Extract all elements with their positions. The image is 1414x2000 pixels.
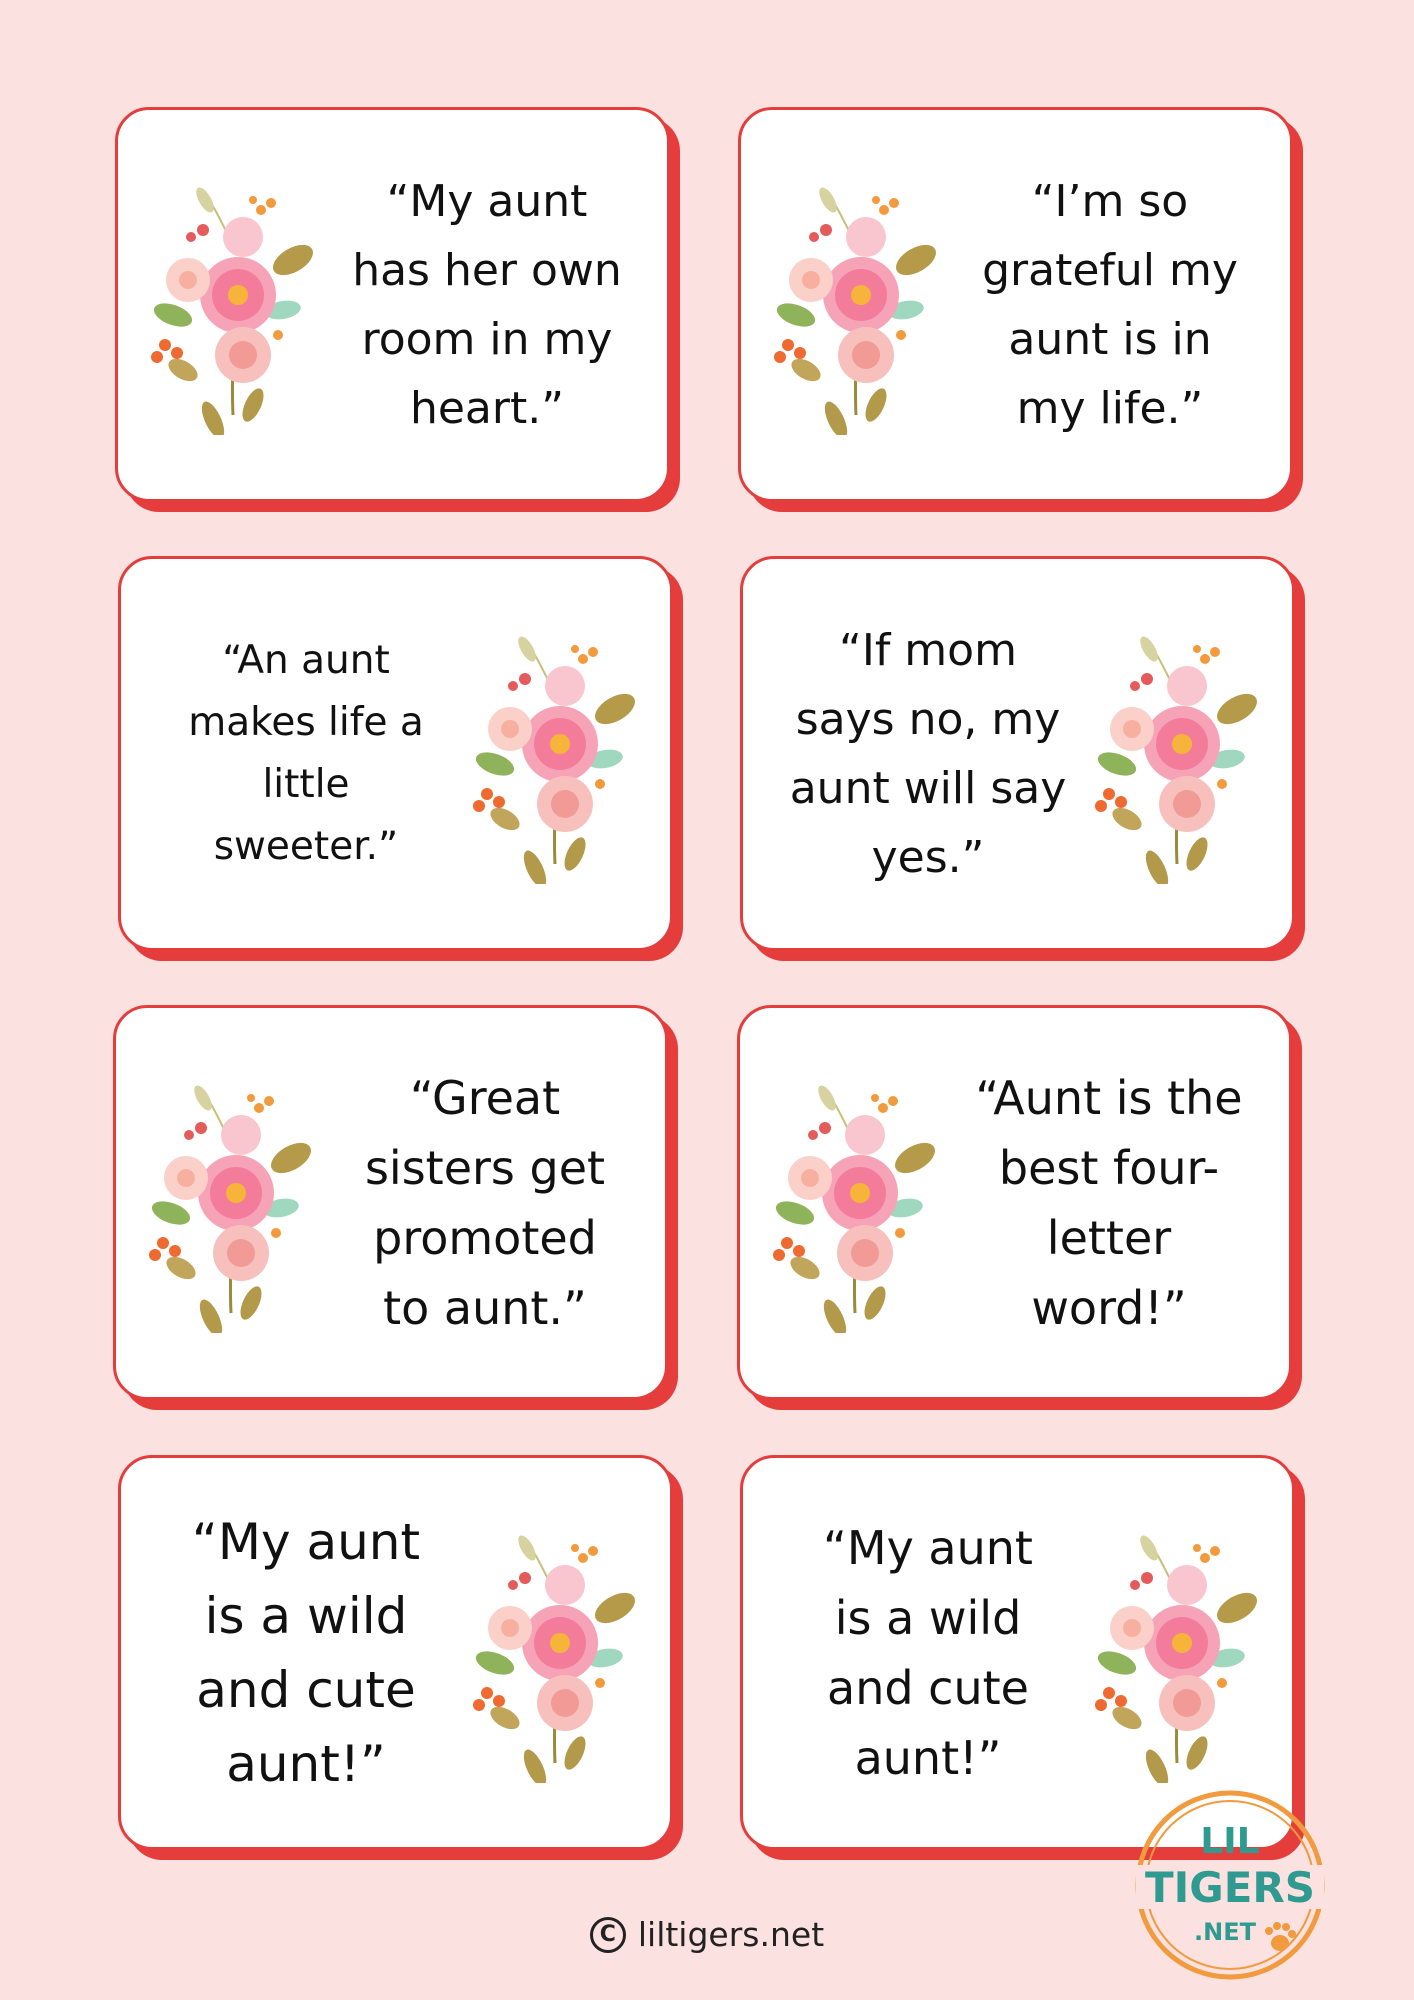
quote-card-7 — [118, 1455, 673, 1850]
floral-bouquet-icon — [1087, 1523, 1267, 1783]
logo-line-3: .NET — [1194, 1918, 1256, 1946]
card-body — [118, 1455, 673, 1850]
copyright-icon: C — [590, 1917, 626, 1953]
quote-text: “My aunt is a wild and cute aunt!” — [823, 1520, 1033, 1785]
quote-text: “Great sisters get promoted to aunt.” — [364, 1070, 606, 1335]
quote-card-3 — [118, 556, 673, 951]
card-body — [737, 1005, 1292, 1400]
quote-text: “An aunt makes life a little sweeter.” — [188, 637, 424, 869]
card-body — [113, 1005, 668, 1400]
card-body — [115, 107, 670, 502]
quote-text: “My aunt is a wild and cute aunt!” — [191, 1512, 421, 1793]
logo-line-1: LIL — [1200, 1821, 1260, 1862]
quote-text: “My aunt has her own room in my heart.” — [352, 175, 622, 434]
site-url: liltigers.net — [637, 1915, 825, 1954]
quote-card-5 — [113, 1005, 668, 1400]
quote-card-2 — [738, 107, 1293, 502]
logo-line-2: TIGERS — [1144, 1863, 1316, 1912]
quote-text: “If mom says no, my aunt will say yes.” — [789, 624, 1067, 883]
quote-card-6 — [737, 1005, 1292, 1400]
quote-text: “Aunt is the best four- letter word!” — [975, 1070, 1243, 1335]
floral-bouquet-icon — [765, 1073, 945, 1333]
floral-bouquet-icon — [766, 175, 946, 435]
floral-bouquet-icon — [1087, 624, 1267, 884]
floral-bouquet-icon — [141, 1073, 321, 1333]
quote-text: “I’m so grateful my aunt is in my life.” — [982, 175, 1238, 434]
floral-bouquet-icon — [143, 175, 323, 435]
card-body — [740, 556, 1295, 951]
liltigers-logo — [1130, 1785, 1330, 1985]
quote-card-4 — [740, 556, 1295, 951]
quote-card-1 — [115, 107, 670, 502]
floral-bouquet-icon — [465, 624, 645, 884]
paw-print-icon — [1265, 1922, 1296, 1951]
card-body — [118, 556, 673, 951]
floral-bouquet-icon — [465, 1523, 645, 1783]
card-body — [738, 107, 1293, 502]
